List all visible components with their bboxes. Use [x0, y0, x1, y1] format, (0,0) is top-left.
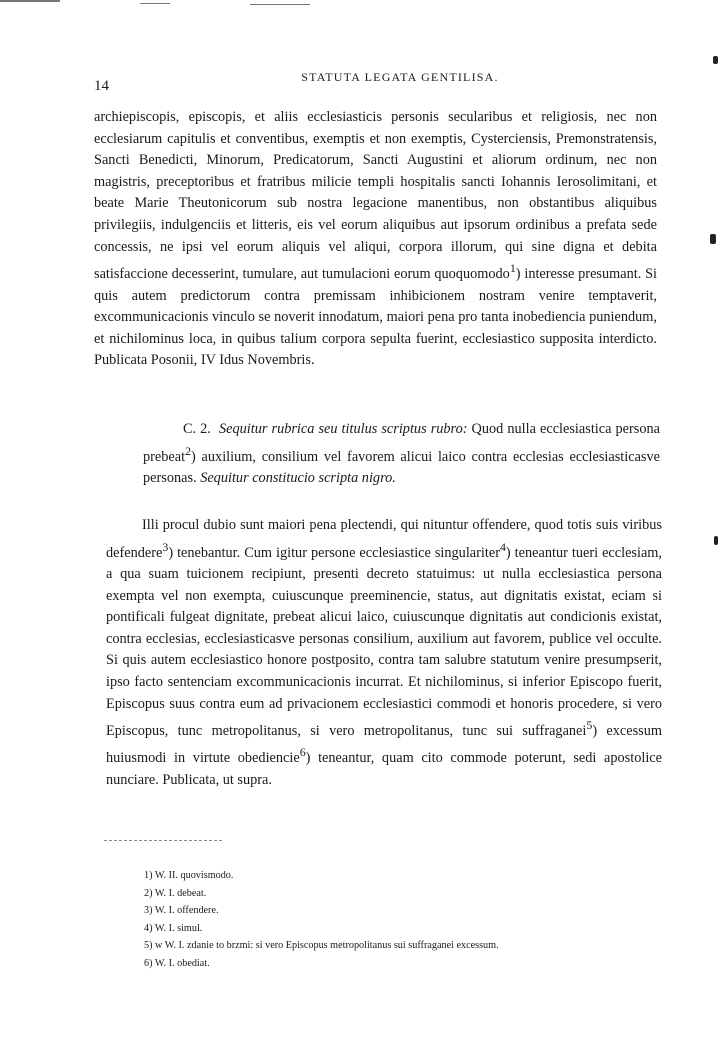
footnote-ref-2: 2: [185, 443, 192, 458]
p2-text-a: Illi procul dubio sunt maiori pena plectendi, qui nituntur offendere, quod totis suis viribus defendere: [106, 517, 662, 561]
footnote-mark: 5): [144, 940, 153, 951]
scan-edge-mark: [0, 0, 720, 8]
scan-margin-mark: [710, 234, 716, 244]
footnote-1: [144, 867, 684, 885]
footnote-text: W. I. simul.: [154, 922, 203, 934]
footnote-separator: [104, 840, 222, 841]
footnote-text: w W. I. zdanie to brzmi: si vero Episcopus metropolitanus sui suffraganei excessum.: [155, 940, 499, 951]
footnote-text: W. I. offendere.: [154, 905, 219, 916]
heading-text-a: Quod nulla ecclesiastica persona prebeat: [143, 421, 660, 465]
running-title: STATUTA LEGATA GENTILISA.: [301, 70, 499, 84]
page-number: 14: [94, 78, 109, 94]
footnote-text: W. II. quovismodo.: [154, 870, 234, 881]
footnote-2: [144, 885, 684, 903]
footnote-mark: 1): [144, 870, 153, 881]
footnote-text: W. I. obediat.: [154, 957, 210, 969]
footnotes: [144, 867, 684, 972]
footnote-ref-3: 3: [162, 539, 169, 554]
paragraph-1-end: interesse presumant. Si quis autem predictorum contra premissam inhibicionem nostram venire temptaverit, excommunicacionis vinculo se noverit innodatum, maiori pena pro tanta inobediencia puniendum, et nichilominus loca, in quibus talium corpora sepulta fuerint, ecclesiastico supposita interdicto. Publicata Posonii, IV Idus Novembris.: [94, 265, 658, 369]
heading-text-b: auxilium, consilium vel favorem alicui laico contra ecclesias ecclesiasticasve personas.: [143, 448, 660, 486]
paragraph-1: archiepiscopis, episcopis, et aliis ecclesiasticis personis secularibus et religiosis, nec non ecclesiarum capitulis et conventibus, exemptis et non exemptis, Cysterciensis, Premonstratensis, Sancti Benedicti, Minorum, Predicatorum, Sancti Augustini et aliorum ordinum, nec non magistris, preceptoribus et fratribus milicie templi hospitalis sancti Iohannis Ierosolimitani, et beate Marie Theutonicorum sub nostra legacione manentibus, non obstantibus aliquibus privilegiis, indulgenciis et litteris, eis vel eorum aliquibus aut ipsorum ordinibus a prefata sede concessis, ne ipsi vel eorum aliquis vel aliqui, corpora illorum, qui sine digna et debita satisfaccione decesserint, tumulare, aut tumulacioni eorum quoquomodo$^1$) interesse presumant. Si quis autem predictorum contra premissam inhibicionem nostram venire temptaverit, excommunicacionis vinculo se noverit innodatum, maiori pena pro tanta inobediencia puniendum, et nichilominus loca, in quibus talium corpora sepulta fuerint, ecclesiastico supposita interdicto. Publicata Posonii, IV Idus Novembris.: [94, 109, 658, 369]
rubric-outro: Sequitur constitucio scripta nigro.: [200, 469, 396, 486]
p2-text-c: teneantur tueri ecclesiam, a qua suam tuicionem recipiunt, presenti decreto statuimus: ut nulla ecclesiastica persona exempta vel non exempta, cuiuscunque preeminencie, status, aut dignitatis existat, eciam si pontificali fulgeat dignitate, prebeat alicui laico, cuiuscunque dignitatis aut condicionis existat, contra ecclesias, ecclesiasticasve personas consilium, auxilium aut favorem, publice vel occulte. Si quis autem ecclesiastico honore postposito, contra tam salubre statutum venire presumpserit, ipso facto sentenciam excommunicacionis incurrat. Et nichilominus, si inferior Episcopo fuerit, Episcopus suus contra eum ad privacionem ecclesiastici commodi et honoris procedere, si vero Episcopus, tunc metropolitanus, si vero metropolitanus, tunc sui suffraganei: [106, 544, 662, 739]
footnote-3: [144, 902, 684, 920]
footnote-mark: 4): [144, 922, 153, 934]
footnote-ref-4: 4: [499, 539, 506, 554]
footnote-6: [144, 955, 684, 973]
footnote-ref-1: 1: [509, 261, 516, 276]
scan-margin-mark: [714, 536, 718, 545]
footnote-mark: 6): [144, 957, 153, 969]
paragraph-1-text: archiepiscopis, episcopis, et aliis ecclesiasticis personis secularibus et religiosis, nec non ecclesiarum capitulis et conventibus, exemptis et non exemptis, Cysterciensis, Premonstratensis, Sancti Benedicti, Minorum, Predicatorum, Sancti Augustini et aliorum ordinum, nec non magistris, preceptoribus et fratribus milicie templi hospitalis sancti Iohannis Ierosolimitani, et beate Marie Theutonicorum sub nostra legacione manentibus, non obstantibus aliquibus privilegiis, indulgenciis et litteris, eis vel eorum aliquibus aut ipsorum ordinibus a prefata sede concessis, ne ipsi vel eorum aliquis vel aliqui, corpora illorum, qui sine digna et debita satisfaccione decesserint, tumulare, aut tumulacioni eorum quoquomodo: [94, 109, 657, 282]
footnote-text: W. I. debeat.: [154, 887, 207, 899]
scan-margin-mark: [713, 56, 718, 64]
footnote-5: [144, 937, 684, 955]
chapter-number: C. 2.: [183, 421, 211, 437]
chapter-heading: C. 2. Sequitur rubrica seu titulus scriptus rubro: Quod nulla ecclesiastica persona prebeat$^2$) auxilium, consilium vel favorem alicui laico contra ecclesias ecclesiasticasve personas. Sequitur constitucio scripta nigro.: [143, 421, 660, 486]
p2-text-d: excessum huiusmodi in virtute obediencie: [106, 722, 662, 767]
p2-text-b: tenebantur. Cum igitur persone ecclesiastice singulariter: [173, 544, 500, 561]
footnote-ref-6: 6: [299, 745, 306, 760]
paragraph-2: Illi procul dubio sunt maiori pena plectendi, qui nituntur offendere, quod totis suis viribus defendere$^3$) tenebantur. Cum igitur persone ecclesiastice singulariter$^4$) teneantur tueri ecclesiam, a qua suam tuicionem recipiunt, presenti decreto statuimus: ut nulla ecclesiastica persona exempta vel non exempta, cuiuscunque preeminencie, status, aut dignitatis existat, eciam si pontificali fulgeat dignitate, prebeat alicui laico, cuiuscunque dignitatis aut condicionis existat, contra ecclesias, ecclesiasticasve personas consilium, auxilium aut favorem, publice vel occulte. Si quis autem ecclesiastico honore postposito, contra tam salubre statutum venire presumpserit, ipso facto sentenciam excommunicacionis incurrat. Et nichilominus, si inferior Episcopo fuerit, Episcopus suus contra eum ad privacionem ecclesiastici commodi et honoris procedere, si vero Episcopus, tunc metropolitanus, si vero metropolitanus, tunc sui suffraganei$^5$) excessum huiusmodi in virtute obediencie$^6$) teneantur, quam cito commode poterunt, sedi apostolice nunciare. Publicata, ut supra.: [106, 517, 662, 788]
rubric-intro: Sequitur rubrica seu titulus scriptus rubro:: [219, 421, 468, 437]
footnote-4: [144, 920, 684, 938]
p2-text-e: teneantur, quam cito commode poterunt, sedi apostolice nunciare. Publicata, ut supra.: [106, 750, 662, 788]
footnote-mark: 2): [144, 887, 153, 899]
footnote-ref-5: 5: [586, 718, 593, 733]
footnote-mark: 3): [144, 905, 153, 916]
